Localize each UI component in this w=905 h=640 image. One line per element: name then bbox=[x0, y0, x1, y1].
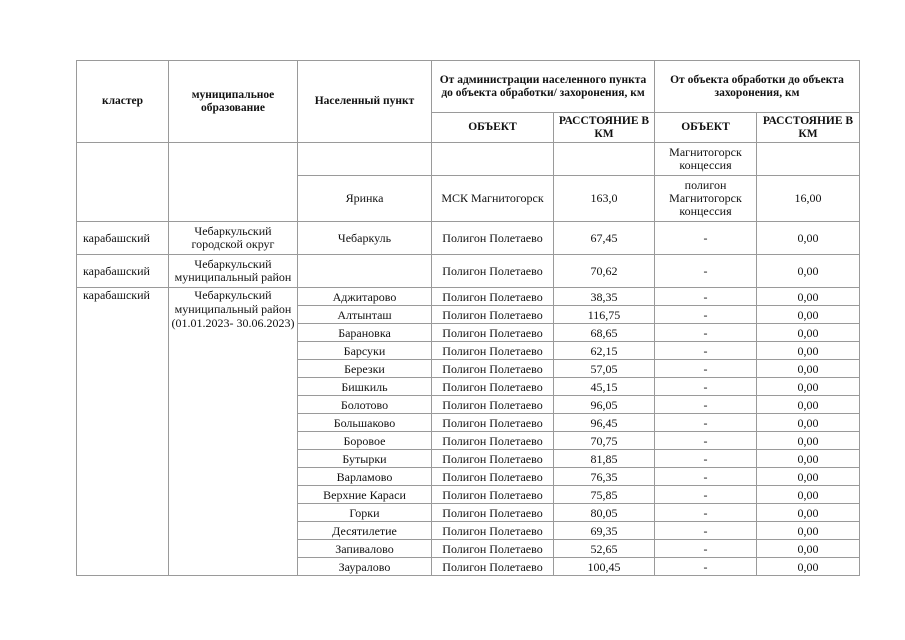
distance1-cell: 57,05 bbox=[554, 360, 655, 378]
settlement-cell: Боровое bbox=[298, 432, 432, 450]
settlement-cell: Запивалово bbox=[298, 540, 432, 558]
settlement-cell: Барсуки bbox=[298, 342, 432, 360]
distance1-cell: 67,45 bbox=[554, 222, 655, 255]
settlement-cell-empty bbox=[298, 143, 432, 176]
distance2-cell: 0,00 bbox=[757, 540, 860, 558]
distance1-cell: 100,45 bbox=[554, 558, 655, 576]
distance1-cell: 68,65 bbox=[554, 324, 655, 342]
object1-cell: Полигон Полетаево bbox=[432, 342, 554, 360]
distance2-cell: 0,00 bbox=[757, 288, 860, 306]
object2-cell: - bbox=[655, 360, 757, 378]
object1-cell: МСК Магнитогорск bbox=[432, 176, 554, 222]
cluster-cell: карабашский bbox=[77, 288, 169, 576]
distance1-cell: 163,0 bbox=[554, 176, 655, 222]
header-settlement: Населенный пункт bbox=[298, 61, 432, 143]
object1-cell: Полигон Полетаево bbox=[432, 486, 554, 504]
distance1-cell: 69,35 bbox=[554, 522, 655, 540]
municipality-cell: Чебаркульский муниципальный район bbox=[169, 255, 298, 288]
settlement-cell: Варламово bbox=[298, 468, 432, 486]
settlement-cell: Верхние Караси bbox=[298, 486, 432, 504]
header-object-1: ОБЪЕКТ bbox=[432, 113, 554, 143]
municipality-cell: Чебаркульский городской округ bbox=[169, 222, 298, 255]
distance2-cell: 0,00 bbox=[757, 222, 860, 255]
object2-cell: - bbox=[655, 504, 757, 522]
object2-cell: - bbox=[655, 288, 757, 306]
header-distance-2: РАССТОЯНИЕ В КМ bbox=[757, 113, 860, 143]
object1-cell: Полигон Полетаево bbox=[432, 522, 554, 540]
object1-cell: Полигон Полетаево bbox=[432, 360, 554, 378]
object2-cell: - bbox=[655, 342, 757, 360]
object2-cell: - bbox=[655, 396, 757, 414]
settlement-cell: Алтынташ bbox=[298, 306, 432, 324]
settlement-cell: Болотово bbox=[298, 396, 432, 414]
distance2-cell: 0,00 bbox=[757, 342, 860, 360]
settlement-cell: Десятилетие bbox=[298, 522, 432, 540]
object1-cell: Полигон Полетаево bbox=[432, 306, 554, 324]
distance1-cell: 80,05 bbox=[554, 504, 655, 522]
object2-cell: - bbox=[655, 378, 757, 396]
settlement-cell: Барановка bbox=[298, 324, 432, 342]
object2-cell: - bbox=[655, 432, 757, 450]
object1-cell: Полигон Полетаево bbox=[432, 288, 554, 306]
object1-cell: Полигон Полетаево bbox=[432, 558, 554, 576]
distance2-cell: 0,00 bbox=[757, 324, 860, 342]
object1-cell: Полигон Полетаево bbox=[432, 414, 554, 432]
distance1-cell: 76,35 bbox=[554, 468, 655, 486]
cluster-cell: карабашский bbox=[77, 222, 169, 255]
object2-cell: - bbox=[655, 540, 757, 558]
settlement-cell: Большаково bbox=[298, 414, 432, 432]
distance1-cell: 52,65 bbox=[554, 540, 655, 558]
object1-cell: Полигон Полетаево bbox=[432, 222, 554, 255]
cluster-cell-empty bbox=[77, 143, 169, 222]
object1-cell: Полигон Полетаево bbox=[432, 255, 554, 288]
distance2-cell: 0,00 bbox=[757, 378, 860, 396]
header-distance-1: РАССТОЯНИЕ В КМ bbox=[554, 113, 655, 143]
distance1-cell: 62,15 bbox=[554, 342, 655, 360]
object2-cell: - bbox=[655, 222, 757, 255]
settlement-cell: Зауралово bbox=[298, 558, 432, 576]
settlement-cell: Березки bbox=[298, 360, 432, 378]
object2-cell: Магнитогорск концессия bbox=[655, 143, 757, 176]
distance1-cell: 70,62 bbox=[554, 255, 655, 288]
distance2-cell-empty bbox=[757, 143, 860, 176]
distance2-cell: 0,00 bbox=[757, 360, 860, 378]
distance1-cell: 70,75 bbox=[554, 432, 655, 450]
municipality-cell: Чебаркульский муниципальный район (01.01.2023- 30.06.2023) bbox=[169, 288, 298, 576]
municipality-cell-empty bbox=[169, 143, 298, 222]
object1-cell: Полигон Полетаево bbox=[432, 468, 554, 486]
distance1-cell: 116,75 bbox=[554, 306, 655, 324]
object2-cell: - bbox=[655, 450, 757, 468]
header-municipality: муниципальное образование bbox=[169, 61, 298, 143]
table-row bbox=[77, 288, 860, 306]
object1-cell: Полигон Полетаево bbox=[432, 450, 554, 468]
distance2-cell: 0,00 bbox=[757, 486, 860, 504]
object2-cell: - bbox=[655, 324, 757, 342]
object1-cell: Полигон Полетаево bbox=[432, 432, 554, 450]
distance2-cell: 0,00 bbox=[757, 396, 860, 414]
distance1-cell: 38,35 bbox=[554, 288, 655, 306]
distance2-cell: 0,00 bbox=[757, 558, 860, 576]
distance2-cell: 0,00 bbox=[757, 522, 860, 540]
object2-cell: - bbox=[655, 558, 757, 576]
distance2-cell: 0,00 bbox=[757, 414, 860, 432]
distance1-cell: 81,85 bbox=[554, 450, 655, 468]
object1-cell: Полигон Полетаево bbox=[432, 396, 554, 414]
object1-cell: Полигон Полетаево bbox=[432, 378, 554, 396]
header-cluster: кластер bbox=[77, 61, 169, 143]
object2-cell: - bbox=[655, 306, 757, 324]
distance2-cell: 0,00 bbox=[757, 468, 860, 486]
distance1-cell-empty bbox=[554, 143, 655, 176]
object1-cell-empty bbox=[432, 143, 554, 176]
settlement-cell: Яринка bbox=[298, 176, 432, 222]
object2-cell: полигон Магнитогорск концессия bbox=[655, 176, 757, 222]
object2-cell: - bbox=[655, 522, 757, 540]
distance1-cell: 96,45 bbox=[554, 414, 655, 432]
object2-cell: - bbox=[655, 468, 757, 486]
settlement-cell: Чебаркуль bbox=[298, 222, 432, 255]
object1-cell: Полигон Полетаево bbox=[432, 324, 554, 342]
distance2-cell: 0,00 bbox=[757, 504, 860, 522]
settlement-cell: Горки bbox=[298, 504, 432, 522]
object2-cell: - bbox=[655, 255, 757, 288]
distance1-cell: 75,85 bbox=[554, 486, 655, 504]
distance2-cell: 0,00 bbox=[757, 306, 860, 324]
distance2-cell: 0,00 bbox=[757, 255, 860, 288]
distance2-cell: 0,00 bbox=[757, 432, 860, 450]
header-group-object-to-landfill: От объекта обработки до объекта захоронения, км bbox=[655, 61, 860, 113]
distance1-cell: 96,05 bbox=[554, 396, 655, 414]
object2-cell: - bbox=[655, 414, 757, 432]
settlement-cell: Бишкиль bbox=[298, 378, 432, 396]
distance-table bbox=[76, 60, 860, 576]
cluster-cell: карабашский bbox=[77, 255, 169, 288]
settlement-cell bbox=[298, 255, 432, 288]
distance2-cell: 0,00 bbox=[757, 450, 860, 468]
distance1-cell: 45,15 bbox=[554, 378, 655, 396]
object1-cell: Полигон Полетаево bbox=[432, 540, 554, 558]
header-group-admin-to-object: От администрации населенного пункта до объекта обработки/ захоронения, км bbox=[432, 61, 655, 113]
object2-cell: - bbox=[655, 486, 757, 504]
settlement-cell: Аджитарово bbox=[298, 288, 432, 306]
block3-rows bbox=[77, 288, 860, 576]
header-object-2: ОБЪЕКТ bbox=[655, 113, 757, 143]
object1-cell: Полигон Полетаево bbox=[432, 504, 554, 522]
settlement-cell: Бутырки bbox=[298, 450, 432, 468]
distance2-cell: 16,00 bbox=[757, 176, 860, 222]
